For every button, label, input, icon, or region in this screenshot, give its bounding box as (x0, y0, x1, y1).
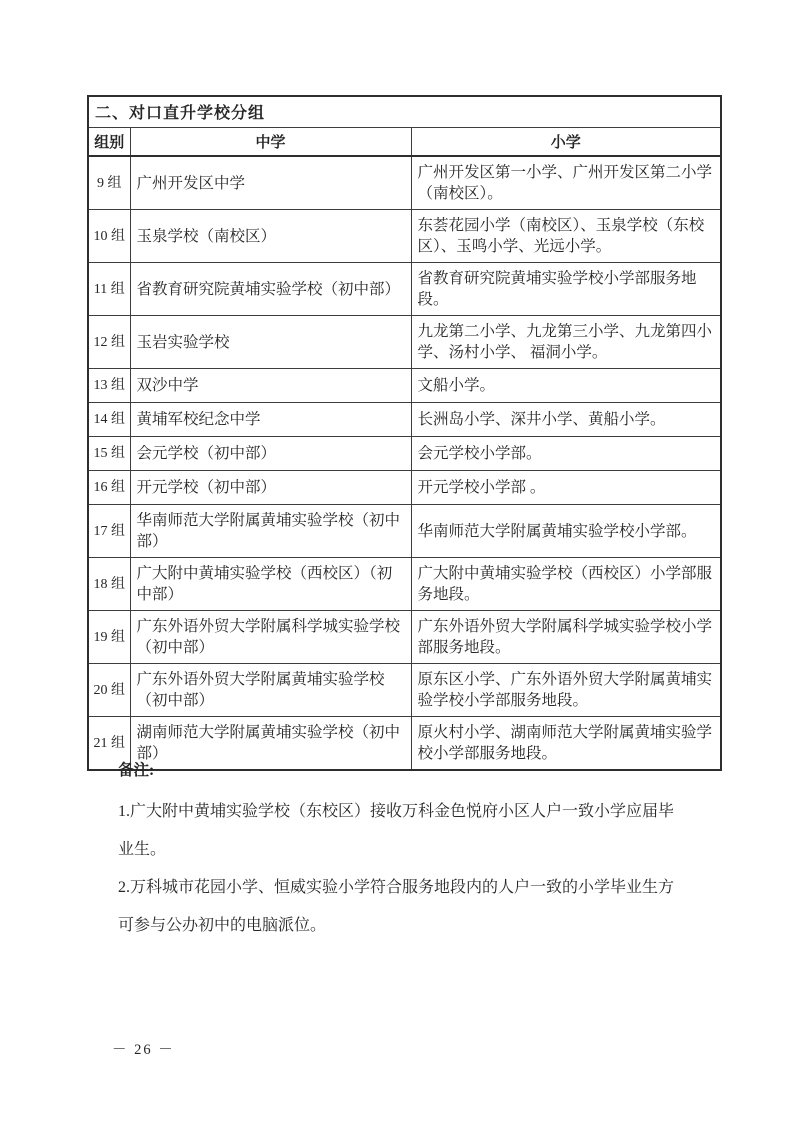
group-cell: 21 组 (88, 717, 130, 771)
table-row (88, 210, 721, 263)
table-row (88, 369, 721, 403)
column-header: 组别 (88, 128, 130, 157)
table-row (88, 263, 721, 316)
middle-school-cell: 广大附中黄埔实验学校（西校区）（初中部） (130, 558, 411, 611)
table-title-row (88, 96, 721, 128)
note-item: 2.万科城市花园小学、恒威实验小学符合服务地段内的人户一致的小学毕业生方可参与公办初中的电脑派位。 (118, 879, 675, 934)
primary-school-cell: 华南师范大学附属黄埔实验学校小学部。 (411, 505, 721, 558)
middle-school-cell: 开元学校（初中部） (130, 471, 411, 505)
group-cell: 19 组 (88, 611, 130, 664)
group-cell: 16 组 (88, 471, 130, 505)
primary-school-cell: 长洲岛小学、深井小学、黄船小学。 (411, 403, 721, 437)
primary-school-cell: 广东外语外贸大学附属科学城实验学校小学部服务地段。 (411, 611, 721, 664)
table-row (88, 403, 721, 437)
note-item: 1.广大附中黄埔实验学校（东校区）接收万科金色悦府小区人户一致小学应届毕业生。 (118, 803, 675, 858)
column-header: 中学 (130, 128, 411, 157)
group-cell: 20 组 (88, 664, 130, 717)
middle-school-cell: 玉岩实验学校 (130, 316, 411, 369)
table-row (88, 156, 721, 210)
primary-school-cell: 原火村小学、湖南师范大学附属黄埔实验学校小学部服务地段。 (411, 717, 721, 771)
primary-school-cell: 原东区小学、广东外语外贸大学附属黄埔实验学校小学部服务地段。 (411, 664, 721, 717)
group-cell: 14 组 (88, 403, 130, 437)
primary-school-cell: 会元学校小学部。 (411, 437, 721, 471)
middle-school-cell: 广东外语外贸大学附属科学城实验学校（初中部） (130, 611, 411, 664)
school-grouping-table (87, 95, 722, 771)
notes-list (118, 793, 686, 945)
primary-school-cell: 九龙第二小学、九龙第三小学、九龙第四小学、汤村小学、 福洞小学。 (411, 316, 721, 369)
middle-school-cell: 玉泉学校（南校区） (130, 210, 411, 263)
table-row (88, 611, 721, 664)
middle-school-cell: 双沙中学 (130, 369, 411, 403)
notes-section (118, 760, 686, 945)
group-cell: 12 组 (88, 316, 130, 369)
primary-school-cell: 文船小学。 (411, 369, 721, 403)
middle-school-cell: 省教育研究院黄埔实验学校（初中部） (130, 263, 411, 316)
table-row (88, 505, 721, 558)
group-cell: 17 组 (88, 505, 130, 558)
table-body (88, 156, 721, 770)
table-row (88, 558, 721, 611)
primary-school-cell: 开元学校小学部 。 (411, 471, 721, 505)
primary-school-cell: 广大附中黄埔实验学校（西校区）小学部服务地段。 (411, 558, 721, 611)
column-header: 小学 (411, 128, 721, 157)
table-row (88, 471, 721, 505)
middle-school-cell: 黄埔军校纪念中学 (130, 403, 411, 437)
group-cell: 10 组 (88, 210, 130, 263)
middle-school-cell: 湖南师范大学附属黄埔实验学校（初中部） (130, 717, 411, 771)
page-number: － 26 － (112, 1042, 175, 1058)
notes-label: 备注: (118, 762, 155, 779)
middle-school-cell: 华南师范大学附属黄埔实验学校（初中部） (130, 505, 411, 558)
primary-school-cell: 省教育研究院黄埔实验学校小学部服务地段。 (411, 263, 721, 316)
middle-school-cell: 广东外语外贸大学附属黄埔实验学校（初中部） (130, 664, 411, 717)
group-cell: 13 组 (88, 369, 130, 403)
group-cell: 11 组 (88, 263, 130, 316)
group-cell: 9 组 (88, 156, 130, 210)
group-cell: 15 组 (88, 437, 130, 471)
primary-school-cell: 广州开发区第一小学、广州开发区第二小学（南校区）。 (411, 156, 721, 210)
table-header-row (88, 128, 721, 157)
table-row (88, 437, 721, 471)
table-row (88, 316, 721, 369)
middle-school-cell: 广州开发区中学 (130, 156, 411, 210)
table-title: 二、对口直升学校分组 (88, 96, 721, 128)
primary-school-cell: 东荟花园小学（南校区）、玉泉学校（东校区）、玉鸣小学、光远小学。 (411, 210, 721, 263)
table-row (88, 664, 721, 717)
group-cell: 18 组 (88, 558, 130, 611)
middle-school-cell: 会元学校（初中部） (130, 437, 411, 471)
